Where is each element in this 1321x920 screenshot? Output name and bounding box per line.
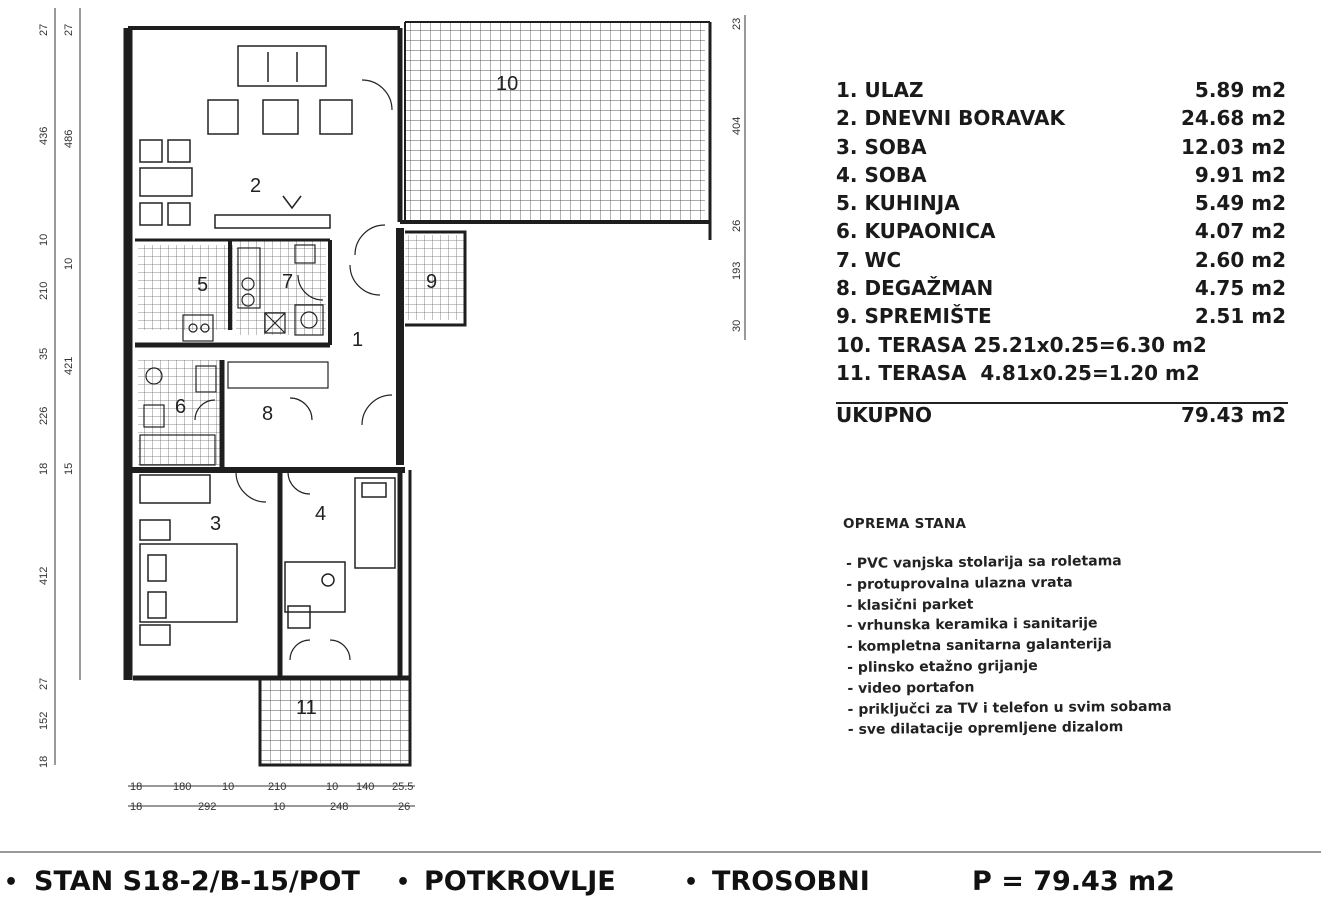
dim-bottom: 140 <box>356 781 375 793</box>
dim-bottom: 18 <box>130 781 143 793</box>
bullet-icon: • <box>396 870 411 895</box>
floor-name: POTKROVLJE <box>424 866 616 897</box>
dim-left: 436 <box>38 126 50 145</box>
dim-bottom: 26 <box>398 801 411 813</box>
dim-left: 10 <box>38 233 50 246</box>
area-row <box>836 246 1290 274</box>
total-value: 79.43 m2 <box>1181 403 1286 427</box>
dim-right: 404 <box>731 116 743 135</box>
area-name: 1. ULAZ <box>836 78 924 102</box>
area-row <box>836 217 1290 245</box>
terrace-10-tiles <box>405 22 705 222</box>
area-name: 8. DEGAŽMAN <box>836 276 994 301</box>
equipment-item: - protuprovalna ulazna vrata <box>846 574 1073 593</box>
dim-bottom: 18 <box>130 801 143 813</box>
room-number-3: 3 <box>210 513 222 535</box>
area-value: 4.75 m2 <box>1194 276 1286 301</box>
dim-bottom: 180 <box>173 781 192 793</box>
area-row <box>836 331 1290 359</box>
area-name: 4. SOBA <box>836 162 927 187</box>
room-number-6: 6 <box>175 396 187 418</box>
area-value: 24.68 m2 <box>1181 106 1286 131</box>
dim-bottom: 210 <box>268 781 287 793</box>
area-row <box>836 359 1290 387</box>
dim-bottom: 292 <box>198 801 217 813</box>
dim-bottom: 10 <box>326 781 339 793</box>
equipment-item: - plinsko etažno grijanje <box>847 657 1038 676</box>
area-row <box>836 161 1290 189</box>
room-number-2: 2 <box>250 175 262 197</box>
equipment-item: - vrhunska keramika i sanitarije <box>846 615 1098 635</box>
area-value: 4.07 m2 <box>1194 219 1286 244</box>
dim-right: 26 <box>731 219 743 232</box>
area-row <box>836 302 1290 330</box>
dim-left: 210 <box>38 281 50 300</box>
area-name: 9. SPREMIŠTE <box>836 304 992 329</box>
room-number-4: 4 <box>315 503 327 525</box>
area-name: 11. TERASA 4.81x0.25=1.20 m2 <box>836 360 1200 385</box>
room-number-9: 9 <box>426 271 438 293</box>
area-row <box>836 104 1290 132</box>
room-number-11: 11 <box>296 697 317 719</box>
area-row <box>836 133 1290 161</box>
area-name: 2. DNEVNI BORAVAK <box>836 106 1065 131</box>
dim-left: 18 <box>38 462 50 475</box>
bullet-icon: • <box>684 870 699 895</box>
equipment-item: - video portafon <box>847 679 975 697</box>
dim-left: 421 <box>63 356 75 375</box>
room-number-1: 1 <box>352 329 364 351</box>
equipment-item: - PVC vanjska stolarija sa roletama <box>846 553 1122 572</box>
room-number-7: 7 <box>282 271 294 293</box>
area-value: 5.89 m2 <box>1194 78 1286 102</box>
dim-right: 23 <box>731 17 743 30</box>
dims-right <box>731 18 743 332</box>
equipment-item: - priključci za TV i telefon u svim sobama <box>847 698 1172 718</box>
dims-bottom <box>130 781 413 813</box>
wc-tiles <box>236 240 326 335</box>
dim-right: 30 <box>731 319 743 332</box>
footer-title <box>4 860 1304 904</box>
room-number-5: 5 <box>197 274 209 296</box>
room-number-8: 8 <box>262 403 274 425</box>
dim-left: 27 <box>63 23 75 36</box>
equipment-title: OPREMA STANA <box>843 516 967 532</box>
area-name: 5. KUHINJA <box>836 191 960 216</box>
dim-left: 15 <box>63 462 75 475</box>
dim-left: 226 <box>38 406 50 425</box>
dims-left <box>38 24 75 768</box>
dim-left: 35 <box>38 347 50 360</box>
dim-left: 27 <box>38 677 50 690</box>
area-name: 10. TERASA 25.21x0.25=6.30 m2 <box>836 332 1207 357</box>
room-number-10: 10 <box>496 73 519 95</box>
area-value: 12.03 m2 <box>1181 134 1286 159</box>
equipment-list <box>846 551 1172 742</box>
apartment-type: TROSOBNI <box>712 866 870 897</box>
living-furniture <box>140 46 352 228</box>
dim-left: 10 <box>63 257 75 270</box>
area-table <box>836 76 1290 387</box>
total-label: UKUPNO <box>836 403 933 427</box>
area-row <box>836 76 1290 104</box>
area-name: 7. WC <box>836 247 902 272</box>
area-value: 2.60 m2 <box>1194 247 1286 272</box>
dim-bottom: 10 <box>273 801 286 813</box>
dim-left: 152 <box>38 711 50 730</box>
equipment-item: - klasični parket <box>846 596 974 614</box>
dim-left: 18 <box>38 755 50 768</box>
dim-left: 412 <box>38 566 50 585</box>
total-row <box>836 400 1290 430</box>
terrace-11-tiles <box>260 678 410 763</box>
dim-bottom: 10 <box>222 781 235 793</box>
area-value: 5.49 m2 <box>1194 191 1286 216</box>
footer-divider <box>0 851 1321 853</box>
area-name: 6. KUPAONICA <box>836 219 996 244</box>
dim-bottom: 25.5 <box>392 781 414 793</box>
area-value: 2.51 m2 <box>1194 304 1286 329</box>
bedroom-furniture <box>140 475 395 645</box>
area-name: 3. SOBA <box>836 134 927 159</box>
dim-bottom: 248 <box>330 801 349 813</box>
bullet-icon: • <box>4 870 19 895</box>
equipment-item: - kompletna sanitarna galanterija <box>846 636 1112 656</box>
equipment-item: - sve dilatacije opremljene dizalom <box>847 719 1124 739</box>
dim-left: 27 <box>38 23 50 36</box>
apartment-area: P = 79.43 m2 <box>972 866 1175 897</box>
doors <box>195 80 392 660</box>
area-value: 9.91 m2 <box>1194 162 1286 187</box>
area-row <box>836 189 1290 217</box>
dim-right: 193 <box>731 261 743 280</box>
area-row <box>836 274 1290 302</box>
unit-code: STAN S18-2/B-15/POT <box>34 866 360 897</box>
dim-left: 486 <box>63 129 75 148</box>
kitchen-tiles <box>138 245 233 330</box>
